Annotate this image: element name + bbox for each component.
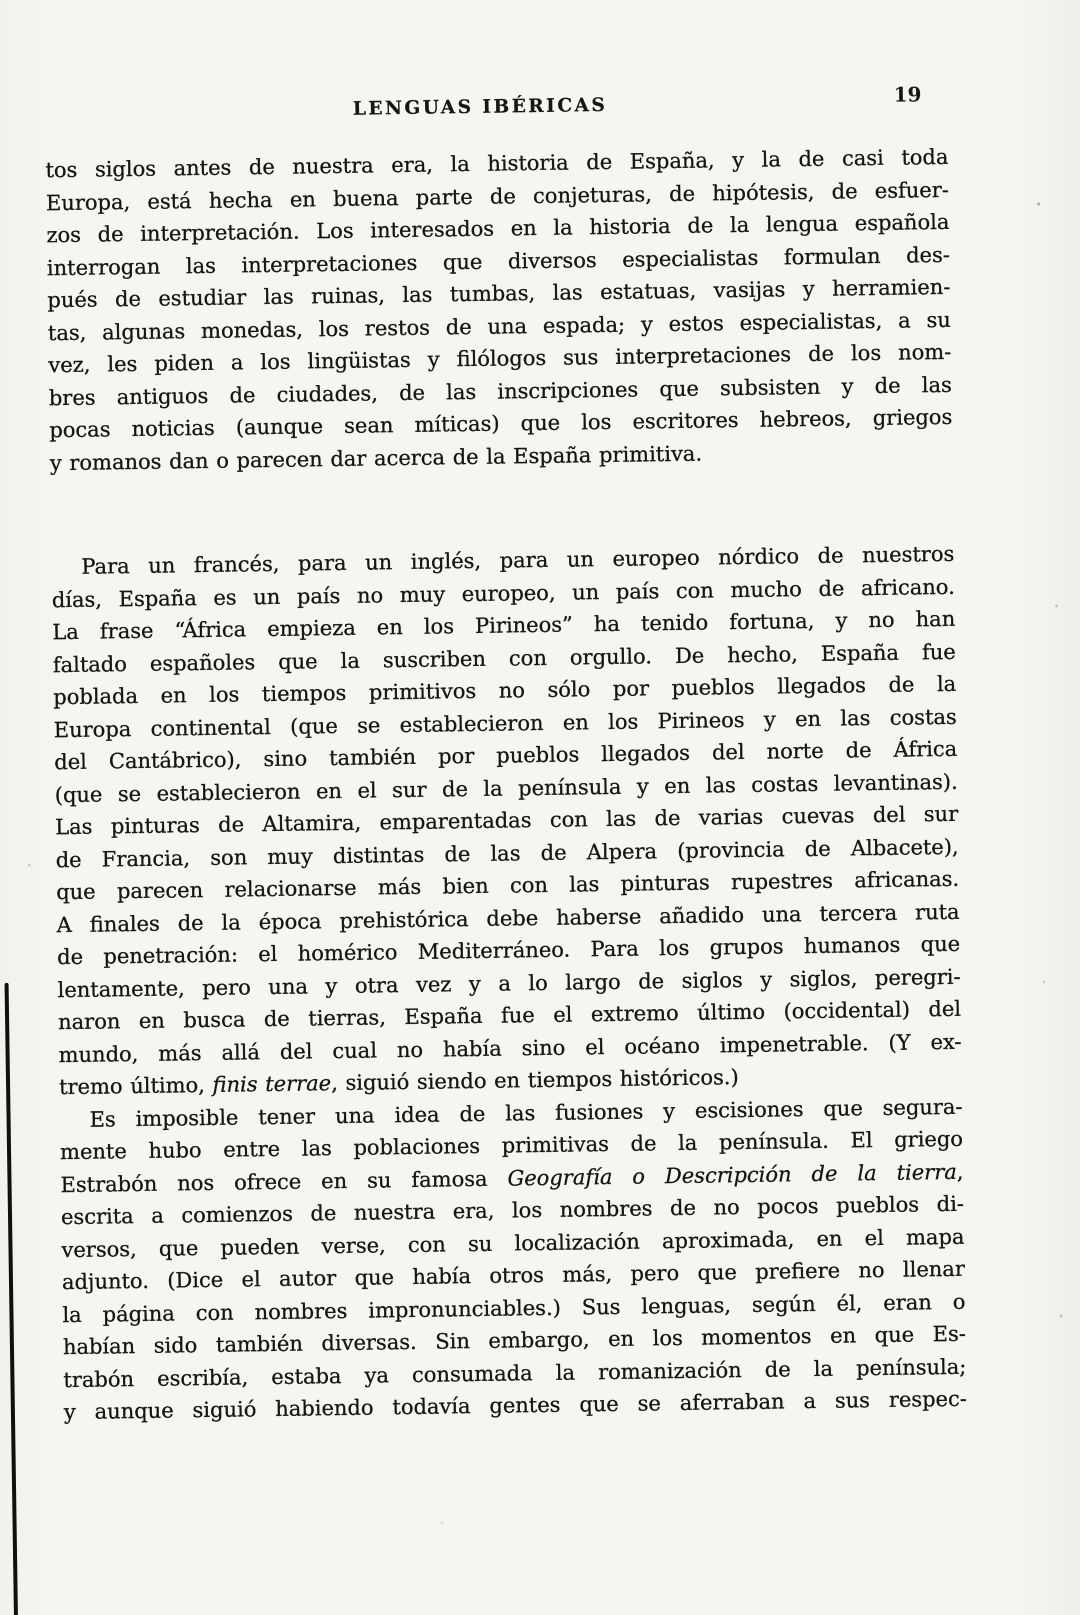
text-block [45, 141, 967, 1429]
text-segment: Para un francés, para un inglés, para un europeo nórdico de nuestros [81, 541, 955, 579]
running-head [45, 82, 948, 124]
scan-speck [1060, 1314, 1063, 1317]
text-segment: Es imposible tener una idea de las fusiones y escisiones que segura- [89, 1094, 963, 1132]
binding-shadow-line [5, 983, 19, 1615]
page-number: 19 [893, 82, 922, 107]
text-segment: pués de estudiar las ruinas, las tumbas, las estatuas, vasijas y herramien- [47, 274, 951, 313]
text-segment: vez, les piden a los lingüistas y filólogos sus interpretaciones de los nom- [48, 339, 952, 378]
text-segment: del Cantábrico), sino también por pueblos llegados del norte de África [54, 736, 958, 775]
paragraph [45, 141, 953, 479]
italic-text: Geografía o Descripción de la tierra [507, 1159, 957, 1191]
text-segment: la página con nombres impronunciables.) Sus lenguas, según él, eran o [62, 1289, 966, 1327]
text-segment: trabón escribía, estaba ya consumada la romanización de la península; [63, 1354, 967, 1392]
text-segment: , siguió siendo en tiempos históricos.) [330, 1065, 739, 1096]
text-segment: Las pinturas de Altamira, emparentadas con las de varias cuevas del sur [55, 801, 959, 840]
text-segment: de penetración: el homérico Mediterráneo. Para los grupos humanos que [56, 931, 961, 970]
text-segment: días, España es un país no muy europeo, un país con mucho de africano. [51, 574, 955, 612]
text-segment: versos, que pueden verse, con su localización aproximada, en el mapa [61, 1224, 965, 1262]
text-segment: mundo, más allá del cual no había sino el océano impenetrable. (Y ex- [58, 1029, 962, 1067]
scan-speck [28, 864, 31, 867]
scan-speck [441, 1522, 444, 1525]
text-segment: y aunque siguió habiendo todavía gentes que se aferraban a sus respec- [63, 1386, 968, 1425]
text-segment: Estrabón nos ofrece en su famosa [60, 1166, 508, 1197]
text-segment: interrogan las interpretaciones que diversos especialistas formulan des- [46, 242, 951, 280]
text-segment: habían sido también diversas. Sin embargo, en los momentos en que Es- [62, 1321, 967, 1360]
text-segment: y romanos dan o parecen dar acerca de la España primitiva. [49, 441, 703, 475]
text-segment: tos siglos antes de nuestra era, la historia de España, y la de casi toda [45, 144, 949, 183]
text-segment: que parecen relacionarse más bien con las pinturas rupestres africanas. [56, 866, 960, 905]
scan-speck [1043, 981, 1046, 984]
text-segment: tas, algunas monedas, los restos de una espada; y estos especialistas, a su [47, 307, 951, 345]
paragraph [59, 1090, 967, 1428]
text-segment: zos de interpretación. Los interesados en la historia de la lengua española [46, 209, 950, 248]
page-header-title: LENGUAS IBÉRICAS [352, 94, 608, 120]
text-segment: Europa, está hecha en buena parte de conjeturas, de hipótesis, de esfuer- [45, 177, 950, 215]
italic-text: finis terrae [212, 1071, 332, 1097]
text-segment: (que se establecieron en el sur de la península y en las costas levantinas). [54, 769, 958, 807]
text-segment: Europa continental (que se establecieron en los Pirineos y en las costas [53, 704, 957, 742]
text-segment: A finales de la época prehistórica debe haberse añadido una tercera ruta [56, 899, 960, 937]
text-segment: escrita a comienzos de nuestra era, los nombres de no pocos pueblos di- [60, 1191, 965, 1230]
text-segment: , [956, 1159, 964, 1184]
scan-speck [1037, 203, 1040, 206]
paragraph [51, 538, 962, 1104]
text-segment: adjunto. (Dice el autor que había otros más, pero que prefiere no llenar [61, 1256, 966, 1295]
text-segment: poblada en los tiempos primitivos no sólo por pueblos llegados de la [53, 671, 957, 710]
text-segment: mente hubo entre las poblaciones primitivas de la península. El griego [59, 1126, 964, 1165]
text-segment: de Francia, son muy distintas de las de Alpera (provincia de Albacete), [55, 834, 959, 872]
scan-speck [1055, 604, 1058, 607]
text-segment: La frase “África empieza en los Pirineos” ha tenido fortuna, y no han [52, 606, 956, 645]
text-segment: naron en busca de tierras, España fue el extremo último (occidental) del [57, 996, 962, 1035]
text-segment: tremo último, [58, 1072, 213, 1100]
text-segment: lentamente, pero una y otra vez y a lo largo de siglos y siglos, peregri- [57, 964, 961, 1002]
text-segment: faltado españoles que la suscriben con orgullo. De hecho, España fue [52, 639, 956, 677]
text-segment: pocas noticias (aunque sean míticas) que los escritores hebreos, griegos [49, 404, 953, 443]
text-segment: bres antiguos de ciudades, de las inscripciones que subsisten y de las [48, 372, 952, 410]
